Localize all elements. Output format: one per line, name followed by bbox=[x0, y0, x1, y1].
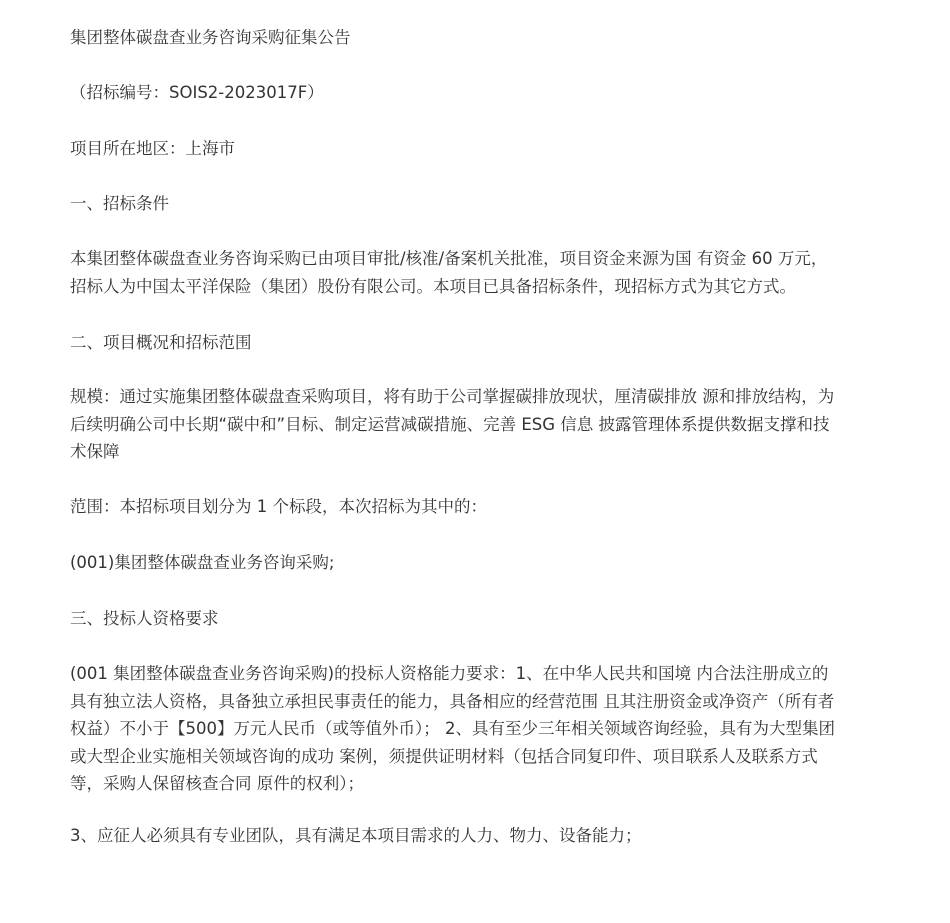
paragraph-line: 等，采购人保留核查合同 原件的权利）； bbox=[70, 774, 364, 793]
tender-number: （招标编号：SOIS2-2023017F） bbox=[70, 83, 324, 102]
scale-paragraph bbox=[70, 383, 882, 466]
scope-paragraph: 范围：本招标项目划分为 1 个标段，本次招标为其中的： bbox=[70, 497, 487, 516]
lot-item: (001)集团整体碳盘查业务咨询采购; bbox=[70, 553, 335, 572]
section-3-heading: 三、投标人资格要求 bbox=[70, 609, 219, 628]
paragraph-line: 或大型企业实施相关领域咨询的成功 案例，须提供证明材料（包括合同复印件、项目联系人及联系方式 bbox=[70, 746, 818, 766]
paragraph-line: 具有独立法人资格，具备独立承担民事责任的能力，具备相应的经营范围 且其注册资金或净资产（所有者 bbox=[70, 691, 835, 711]
requirement-3-paragraph: 3、应征人必须具有专业团队，具有满足本项目需求的人力、物力、设备能力； bbox=[70, 826, 642, 845]
paragraph-line: 后续明确公司中长期“碳中和”目标、制定运营减碳措施、完善 ESG 信息 披露管理体系提供数据支撑和技 bbox=[70, 414, 830, 434]
notice-title: 集团整体碳盘查业务咨询采购征集公告 bbox=[70, 28, 351, 47]
section-2-heading: 二、项目概况和招标范围 bbox=[70, 333, 252, 352]
section-1-heading: 一、招标条件 bbox=[70, 194, 169, 213]
project-region: 项目所在地区：上海市 bbox=[70, 139, 235, 158]
paragraph-line: (001 集团整体碳盘查业务咨询采购)的投标人资格能力要求：1、在中华人民共和国境 内合法注册成立的 bbox=[70, 664, 829, 683]
qualification-paragraph bbox=[70, 660, 882, 798]
paragraph-line: 规模：通过实施集团整体碳盘查采购项目，将有助于公司掌握碳排放现状，厘清碳排放 源和排放结构，为 bbox=[70, 387, 835, 406]
paragraph-line: 招标人为中国太平洋保险（集团）股份有限公司。本项目已具备招标条件，现招标方式为其它方式。 bbox=[70, 276, 796, 296]
paragraph-line: 本集团整体碳盘查业务咨询采购已由项目审批/核准/备案机关批准，项目资金来源为国 有资金 60 万元， bbox=[70, 249, 828, 268]
paragraph-line: 权益）不小于【500】万元人民币（或等值外币）； 2、具有至少三年相关领域咨询经验，具有为大型集团 bbox=[70, 719, 835, 738]
section-1-paragraph bbox=[70, 245, 882, 300]
paragraph-line: 术保障 bbox=[70, 442, 120, 461]
